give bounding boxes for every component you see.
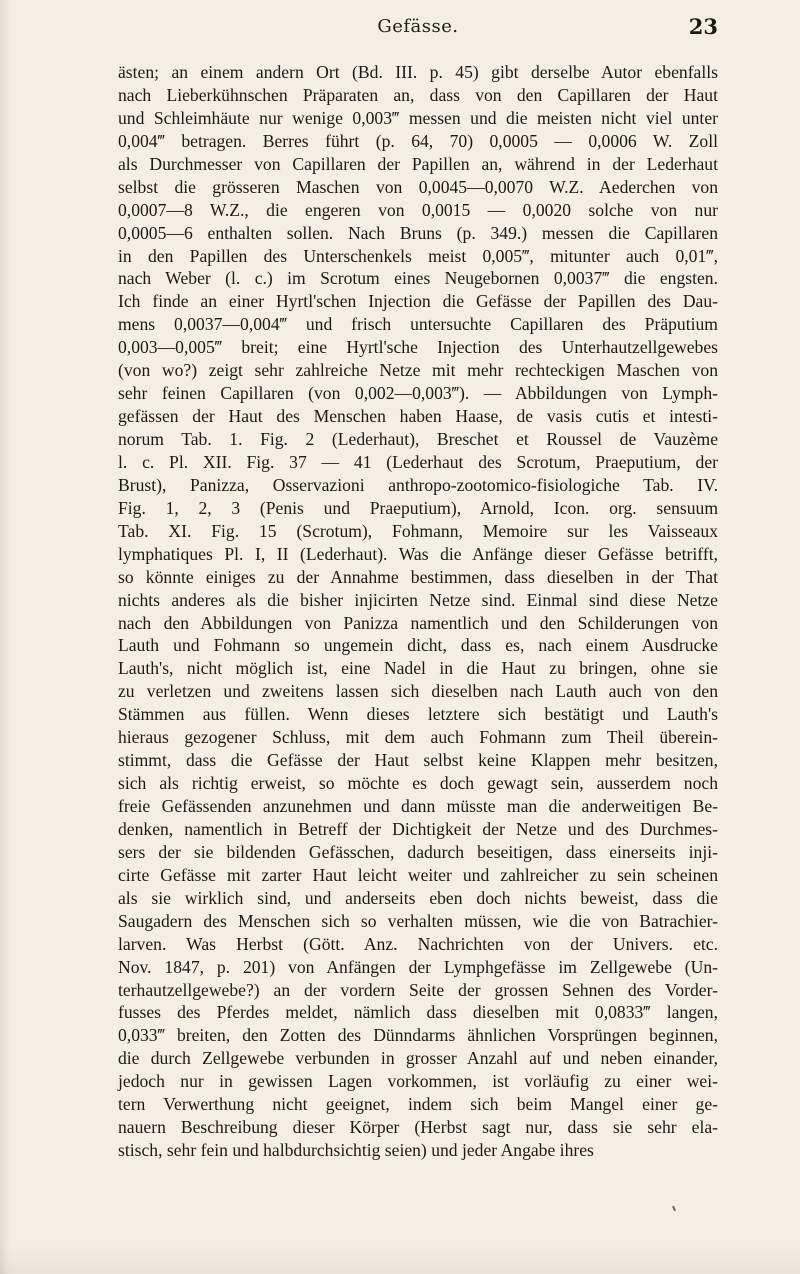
text-line: norum Tab. 1. Fig. 2 (Lederhaut), Breschet et Roussel de Vauzème [118, 429, 718, 449]
text-line: selbst die grösseren Maschen von 0,0045—0,0070 W.Z. Aederchen von [118, 176, 718, 197]
text-line: l. c. Pl. XII. Fig. 37 — 41 (Lederhaut des Scrotum, Praeputium, der [118, 451, 718, 472]
text-line: stisch, sehr fein und halbdurchsichtig seien) und jeder Angabe ihres [118, 1140, 594, 1161]
text-line: sehr feinen Capillaren (von 0,002—0,003‴). — Abbildungen von Lymph- [118, 383, 718, 404]
text-line: Lauth und Fohmann so ungemein dicht, dass es, nach einem Ausdrucke [118, 635, 718, 656]
text-line: jedoch nur in gewissen Lagen vorkommen, ist vorläufig zu einer wei- [118, 1071, 718, 1092]
text-line: sers der sie bildenden Gefässchen, dadurch beseitigen, dass einerseits inji- [118, 841, 718, 862]
text-line: 0,0007—8 W.Z., die engeren von 0,0015 — 0,0020 solche von nur [118, 199, 718, 220]
text-line: so könnte einiges zu der Annahme bestimmen, dass dieselben in der That [118, 566, 718, 587]
text-line: Tab. XI. Fig. 15 (Scrotum), Fohmann, Memoire sur les Vaisseaux [118, 520, 718, 541]
text-line: nauern Beschreibung dieser Körper (Herbst sagt nur, dass sie sehr ela- [118, 1117, 718, 1138]
text-line: Stämmen aus füllen. Wenn dieses letztere sich bestätigt und Lauth's [118, 704, 718, 725]
page-edge-shadow [0, 0, 10, 1274]
text-line: larven. Was Herbst (Gött. Anz. Nachrichten von der Univers. etc. [118, 933, 718, 954]
text-line: 0,033‴ breiten, den Zotten des Dünndarms ähnlichen Vorsprüngen beginnen, [118, 1025, 718, 1046]
text-line: denken, namentlich in Betreff der Dichtigkeit der Netze und des Durchmes- [118, 818, 718, 839]
stray-mark [672, 1206, 676, 1211]
text-line: Nov. 1847, p. 201) von Anfängen der Lymphgefässe im Zellgewebe (Un- [118, 956, 718, 977]
text-line: Lauth's, nicht möglich ist, eine Nadel in die Haut zu bringen, ohne sie [118, 658, 718, 679]
text-line: 0,0005—6 enthalten sollen. Nach Bruns (p. 349.) messen die Capillaren [118, 222, 718, 243]
text-line: stimmt, dass die Gefässe der Haut selbst keine Klappen mehr besitzen, [118, 750, 718, 771]
body-text [118, 61, 718, 1162]
text-line: zu verletzen und zweitens lassen sich dieselben nach Lauth auch von den [118, 681, 718, 702]
text-line: sich als richtig erweist, so möchte es doch gewagt sein, ausserdem noch [118, 773, 718, 794]
text-line: tern Verwerthung nicht geeignet, indem sich beim Mangel einer ge- [118, 1094, 718, 1115]
text-line: terhautzellgewebe?) an der vordern Seite der grossen Sehnen des Vorder- [118, 979, 718, 1000]
text-line: nichts anderes als die bisher injicirten Netze sind. Einmal sind diese Netze [118, 589, 718, 610]
text-line: (von wo?) zeigt sehr zahlreiche Netze mit mehr rechteckigen Maschen von [118, 360, 718, 381]
text-line: als Durchmesser von Capillaren der Papillen an, während in der Lederhaut [118, 153, 718, 174]
text-line: fusses des Pferdes meldet, nämlich dass dieselben mit 0,0833‴ langen, [118, 1002, 718, 1023]
text-line: lymphatiques Pl. I, II (Lederhaut). Was die Anfänge dieser Gefässe betrifft, [118, 543, 718, 564]
text-line: nach Weber (l. c.) im Scrotum eines Neugebornen 0,0037‴ die engsten. [118, 268, 718, 289]
text-line: freie Gefässenden anzunehmen und dann müsste man die anderweitigen Be- [118, 796, 718, 816]
running-head [118, 14, 718, 48]
text-line: 0,003—0,005‴ breit; eine Hyrtl'sche Injection des Unterhautzellgewebes [118, 337, 718, 358]
text-line: Brust), Panizza, Osservazioni anthropo-zootomico-fisiologiche Tab. IV. [118, 474, 718, 495]
text-line: Ich finde an einer Hyrtl'schen Injection die Gefässe der Papillen des Dau- [118, 291, 718, 312]
text-line: cirte Gefässe mit zarter Haut leicht weiter und zahlreicher zu sein scheinen [118, 864, 718, 885]
text-line: ästen; an einem andern Ort (Bd. III. p. 45) gibt derselbe Autor ebenfalls [118, 62, 718, 82]
page-number: 23 [688, 14, 718, 39]
text-line: Fig. 1, 2, 3 (Penis und Praeputium), Arnold, Icon. org. sensuum [118, 497, 718, 518]
text-line: nach Lieberkühnschen Präparaten an, dass von den Capillaren der Haut [118, 84, 718, 105]
text-line: als sie wirklich sind, und anderseits eben doch nichts beweist, dass die [118, 887, 718, 908]
text-line: Saugadern des Menschen sich so verhalten müssen, wie die von Batrachier- [118, 910, 718, 931]
text-line: gefässen der Haut des Menschen haben Haase, de vasis cutis et intesti- [118, 406, 718, 427]
text-line: mens 0,0037—0,004‴ und frisch untersuchte Capillaren des Präputium [118, 314, 718, 335]
page-bottom-shadow [0, 1244, 800, 1274]
text-line: in den Papillen des Unterschenkels meist 0,005‴, mitunter auch 0,01‴, [118, 245, 718, 266]
text-line: hieraus gezogener Schluss, mit dem auch Fohmann zum Theil überein- [118, 727, 718, 748]
text-line: 0,004‴ betragen. Berres führt (p. 64, 70) 0,0005 — 0,0006 W. Zoll [118, 130, 718, 151]
running-title: Gefässe. [377, 16, 459, 37]
text-line: nach den Abbildungen von Panizza namentlich und den Schilderungen von [118, 612, 718, 633]
text-line: und Schleimhäute nur wenige 0,003‴ messen und die meisten nicht viel unter [118, 107, 718, 128]
text-line: die durch Zellgewebe verbunden in grosser Anzahl auf und neben einander, [118, 1048, 718, 1069]
